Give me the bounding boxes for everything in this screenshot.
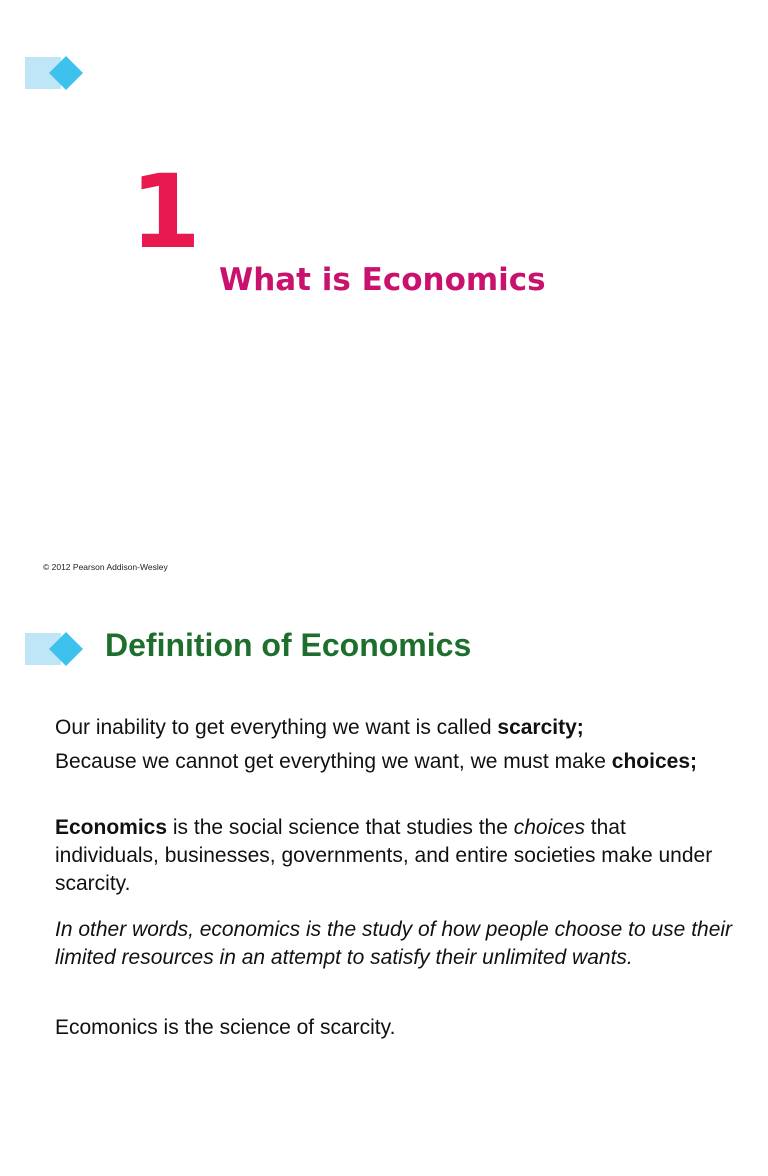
bullet-diamond-icon <box>25 632 83 666</box>
paragraph-text: Our inability to get everything we want is called <box>55 716 498 739</box>
definition-slide <box>0 600 768 1176</box>
chapter-title: What is Economics <box>219 262 546 298</box>
bullet-diamond-icon <box>25 56 83 90</box>
paragraph-definition <box>55 814 735 898</box>
title-slide <box>0 0 768 576</box>
paragraph-text: that individuals, businesses, governments, and entire societies make under scarcity. <box>55 816 713 895</box>
copyright-notice: © 2012 Pearson Addison-Wesley <box>43 562 168 572</box>
term-economics: Economics <box>55 816 168 839</box>
paragraph-text: Because we cannot get everything we want, we must make <box>55 750 612 773</box>
paragraph-choices <box>55 748 735 776</box>
chapter-number: 1 <box>130 153 201 272</box>
paragraph-science-of-scarcity: Ecomonics is the science of scarcity. <box>55 1016 396 1039</box>
emphasis-choices: choices <box>513 816 585 839</box>
paragraph-text: is the social science that studies the <box>167 816 514 839</box>
paragraph-scarcity <box>55 714 735 742</box>
paragraph-other-words: In other words, economics is the study of how people choose to use their limited resources in an attempt to satisfy their unlimited wants. <box>55 918 733 969</box>
term-scarcity: scarcity; <box>497 716 584 739</box>
slide-title: Definition of Economics <box>105 627 472 663</box>
term-choices: choices; <box>611 750 697 773</box>
